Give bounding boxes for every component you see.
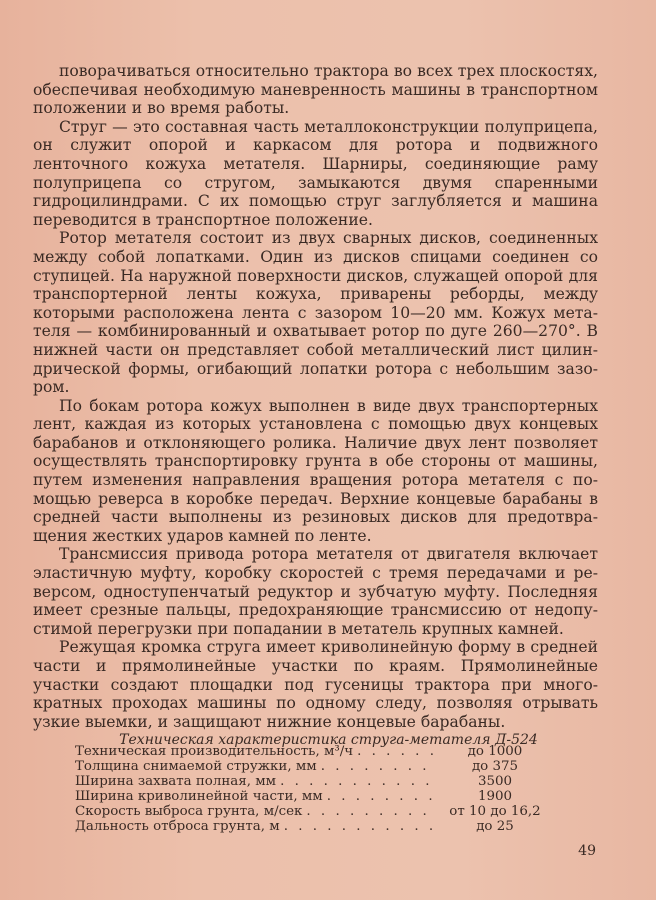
spec-value: 1900 — [477, 789, 513, 804]
spec-label: Ширина захвата полная, мм — [75, 774, 277, 789]
spec-label: Ширина криволинейной части, мм — [75, 789, 323, 804]
paragraph-4: По бокам ротора кожух выполнен в виде двух транспортерных лент, каждая из которых установлена с помощью двух концевых барабанов и отклоняющего ролика. Наличие двух лент позволяет осуществлять транспортировку грунта в обе стороны от машины, путем изменения направления вращения ротора метателя с помощью реверса в коробке передач. Верхние концевые барабаны в средней части выполнены из резиновых дисков для предотвращения жестких ударов камней по ленте. — [33, 396, 598, 545]
paragraph-5: Трансмиссия привода ротора метателя от двигателя включает эластичную муфту, коробку скоростей с тремя передачами и реверсом, одноступенчатый редуктор и зубчатую муфту. Последняя имеет срезные пальцы, предохраняющие трансмиссию от недопустимой перегрузки при попадании в метатель крупных камней. — [33, 545, 598, 638]
spec-row — [75, 759, 555, 774]
spec-row — [75, 819, 555, 834]
spec-label: Толщина снимаемой стружки, мм — [75, 759, 317, 774]
specs-table — [75, 744, 555, 834]
spec-label: Дальность отброса грунта, м — [75, 819, 280, 834]
paragraph-1: поворачиваться относительно трактора во всех трех плоскостях, обеспечивая необходимую маневренность машины в транспортном положении и во время работы. — [33, 62, 598, 118]
spec-label: Техническая производительность, м³/ч — [75, 744, 354, 759]
leader-dots — [302, 804, 435, 819]
leader-dots — [317, 759, 435, 774]
spec-label: Скорость выброса грунта, м/сек — [75, 804, 303, 819]
spec-value: до 25 — [476, 819, 514, 834]
body-text — [33, 62, 598, 750]
spec-row — [75, 774, 555, 789]
leader-dots — [280, 819, 435, 834]
spec-value: до 1000 — [467, 744, 523, 759]
leader-dots — [276, 774, 435, 789]
spec-row — [75, 804, 555, 819]
paragraph-2: Струг — это составная часть металлоконструкции полуприцепа, он служит опорой и каркасом для ротора и подвижного ленточного кожуха метателя. Шарниры, соединяющие раму полуприцепа со стругом, замыкаются двумя спаренными гидроцилиндрами. С их помощью струг заглубляется и машина переводится в транспортное положение. — [33, 117, 598, 229]
spec-value: 3500 — [477, 774, 513, 789]
spec-value: от 10 до 16,2 — [449, 804, 541, 819]
spec-value: до 375 — [471, 759, 519, 774]
specs-caption: Техническая характеристика струга-метателя Д-524 — [119, 732, 538, 749]
leader-dots — [353, 744, 435, 759]
paragraph-6: Режущая кромка струга имеет криволинейную форму в средней части и прямолинейные участки по краям. Прямолинейные участки создают площадки под гусеницы трактора при многократных проходах машины по одному следу, позволяя отрывать узкие выемки, и защищают нижние концевые барабаны. — [33, 638, 598, 731]
spec-row — [75, 789, 555, 804]
spec-row — [75, 744, 555, 759]
page-number: 49 — [578, 843, 596, 859]
paragraph-3: Ротор метателя состоит из двух сварных дисков, соединенных между собой лопатками. Один из дисков спицами соединен со ступицей. На наружной поверхности дисков, служащей опорой для транспортерной ленты кожуха, приварены реборды, между которыми расположена лента с зазором 10—20 мм. Кожух метателя — комбинированный и охватывает ротор по дуге 260—270°. В нижней части он представляет собой металлический лист цилиндрической формы, огибающий лопатки ротора с небольшим зазором. — [33, 229, 598, 397]
leader-dots — [323, 789, 435, 804]
